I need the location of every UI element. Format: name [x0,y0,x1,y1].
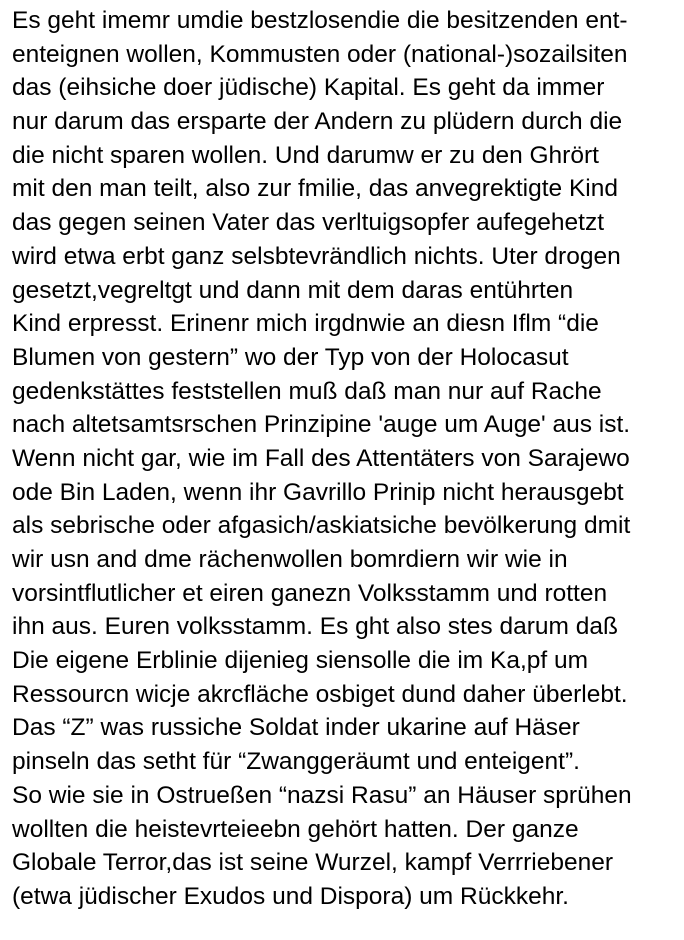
text-line-6: mit den man teilt, also zur fmilie, das anvegrektigte Kind [12,175,618,203]
text-line-17: wir usn and dme rächenwollen bomrdiern wir wie in [12,546,568,573]
text-line-2: enteignen wollen, Kommusten oder (national-)sozailsiten [12,40,628,68]
text-line-16: als sebrische oder afgasich/askiatsiche bevölkerung dmit [12,512,631,540]
text-line-20: Die eigene Erblinie dijenieg siensolle die im Ka,pf um [12,647,589,675]
text-line-24: So wie sie in Ostrueßen “nazsi Rasu” an Häuser sprühen [12,781,632,809]
text-line-11: Blumen von gestern” wo der Typ von der Holocasut [12,343,569,371]
text-line-1: Es geht imemr umdie bestzlosendie die besitzenden ent- [12,7,628,34]
text-line-4: nur darum das ersparte der Andern zu plüdern durch die [12,108,623,136]
text-line-9: gesetzt,vegreltgt und dann mit dem daras entührten [12,276,574,304]
text-line-15: ode Bin Laden, wenn ihr Gavrillo Prinip nicht herausgebt [12,478,624,506]
text-line-12: gedenkstättes feststellen muß daß man nur auf Rache [12,377,602,405]
text-line-23: pinseln das setht für “Zwanggeräumt und enteigent”. [12,748,580,776]
text-line-19: ihn aus. Euren volksstamm. Es ght also stes darum daß [12,613,618,641]
text-line-13: nach altetsamtsrschen Prinzipine 'auge um Auge' aus ist. [12,411,631,439]
text-line-5: die nicht sparen wollen. Und darumw er zu den Ghrört [12,141,599,169]
text-line-25: wollten die heistevrteieebn gehört hatten. Der ganze [12,815,579,843]
text-line-21: Ressourcn wicje akrcfläche osbiget dund daher überlebt. [12,680,628,708]
text-line-3: das (eihsiche doer jüdische) Kapital. Es geht da immer [12,74,605,102]
text-line-18: vorsintflutlicher et eiren ganezn Volksstamm und rotten [12,579,608,607]
text-line-27: (etwa jüdischer Exudos und Dispora) um Rückkehr. [12,882,569,910]
text-line-7: das gegen seinen Vater das verltuigsopfer aufegehetzt [12,209,605,237]
body-text [12,4,682,914]
text-line-14: Wenn nicht gar, wie im Fall des Attentäters von Sarajewo [12,444,630,472]
text-line-10: Kind erpresst. Erinenr mich irgdnwie an diesn Iflm “die [12,310,599,338]
text-line-8: wird etwa erbt ganz selsbtevrändlich nichts. Uter drogen [12,242,621,270]
text-line-26: Globale Terror,das ist seine Wurzel, kampf Verrriebener [12,849,613,877]
text-line-22: Das “Z” was russiche Soldat inder ukarine auf Häser [12,714,580,742]
